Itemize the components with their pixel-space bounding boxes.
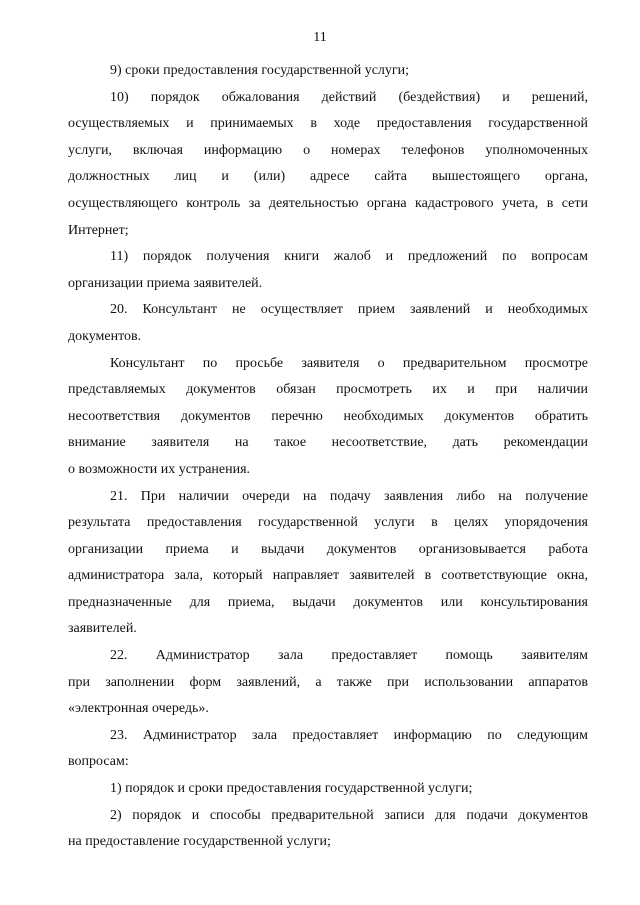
paragraph-line: 21. При наличии очереди на подачу заявления либо на получение <box>110 488 588 504</box>
paragraph <box>68 85 588 245</box>
paragraph-line: результата предоставления государственной услуги в целях упорядочения <box>68 515 588 531</box>
paragraph-line: заявителей. <box>68 621 137 637</box>
paragraph <box>68 803 588 856</box>
paragraph <box>68 776 588 803</box>
paragraph <box>68 297 588 350</box>
paragraph-line: 22. Администратор зала предоставляет помощь заявителям <box>110 648 588 664</box>
paragraph-line: внимание заявителя на такое несоответствие, дать рекомендации <box>68 435 588 451</box>
paragraph-line: 23. Администратор зала предоставляет информацию по следующим <box>110 727 588 743</box>
paragraph <box>68 484 588 644</box>
paragraph-line: должностных лиц и (или) адресе сайта вышестоящего органа, <box>68 169 588 185</box>
paragraph-line: о возможности их устранения. <box>68 461 251 477</box>
paragraph-line: при заполнении форм заявлений, а также при использовании аппаратов <box>68 674 588 690</box>
paragraph-line: представляемых документов обязан просмотреть их и при наличии <box>68 382 588 398</box>
paragraph-line: 11) порядок получения книги жалоб и предложений по вопросам <box>110 249 588 265</box>
paragraph <box>68 351 588 484</box>
paragraph <box>68 643 588 723</box>
paragraph-line: администратора зала, который направляет заявителей в соответствующие окна, <box>68 568 588 584</box>
paragraph-line: 2) порядок и способы предварительной записи для подачи документов <box>110 807 588 823</box>
paragraph-line: 20. Консультант не осуществляет прием заявлений и необходимых <box>110 302 588 318</box>
paragraph-line: осуществляемых и принимаемых в ходе предоставления государственной <box>68 116 588 132</box>
paragraph-line: Интернет; <box>68 222 129 238</box>
paragraph-line: на предоставление государственной услуги; <box>68 834 331 850</box>
paragraph-line: 10) порядок обжалования действий (бездействия) и решений, <box>110 89 588 105</box>
paragraph <box>68 244 588 297</box>
paragraph-line: документов. <box>68 328 142 344</box>
paragraph-line: 1) порядок и сроки предоставления государственной услуги; <box>110 781 473 797</box>
paragraph-line: осуществляющего контроль за деятельностью органа кадастрового учета, в сети <box>68 195 588 211</box>
paragraph-line: «электронная очередь». <box>68 701 209 717</box>
paragraph-line: организации приема заявителей. <box>68 275 263 291</box>
paragraph-line: Консультант по просьбе заявителя о предварительном просмотре <box>110 355 588 371</box>
page-number: 11 <box>313 30 327 45</box>
paragraph-line: вопросам: <box>68 754 129 770</box>
paragraph-line: несоответствия документов перечню необходимых документов обратить <box>68 408 588 424</box>
paragraph-line: предназначенные для приема, выдачи документов или консультирования <box>68 594 588 610</box>
document-body <box>68 58 588 856</box>
paragraph-line: организации приема и выдачи документов организовывается работа <box>68 541 588 557</box>
paragraph <box>68 58 588 85</box>
paragraph-line: 9) сроки предоставления государственной услуги; <box>110 63 410 78</box>
paragraph-line: услуги, включая информацию о номерах телефонов уполномоченных <box>68 142 588 158</box>
paragraph <box>68 723 588 776</box>
